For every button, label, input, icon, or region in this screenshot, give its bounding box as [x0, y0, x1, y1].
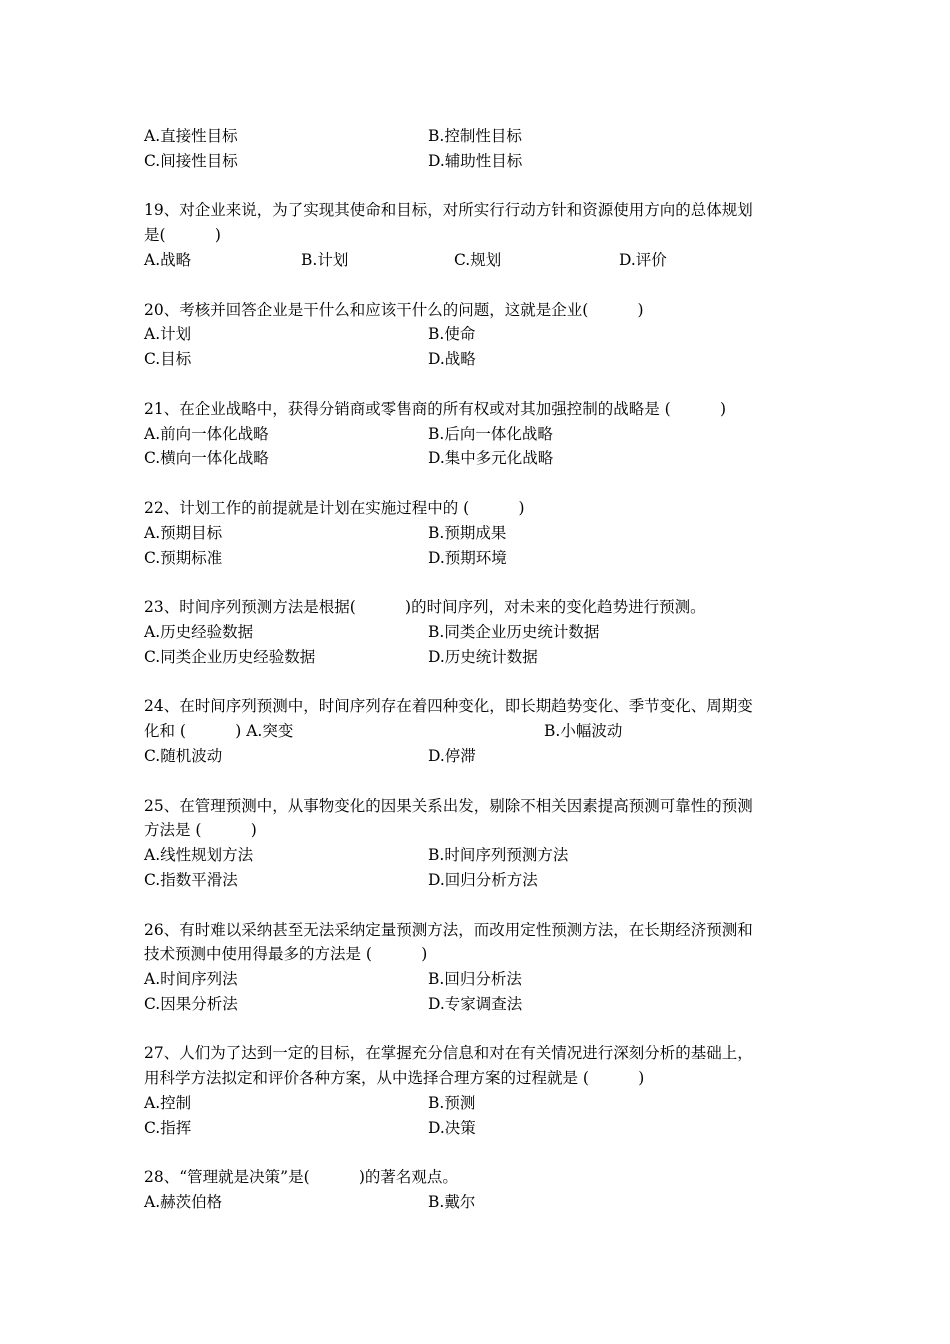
option-d: D.停滞 — [428, 746, 476, 765]
question-stem-tail: 化和 ( ) A.突变 — [144, 722, 294, 741]
option-row — [144, 422, 814, 447]
option-d: D.决策 — [428, 1118, 476, 1137]
option-row — [144, 521, 814, 546]
option-a: A.战略 — [144, 250, 192, 269]
question-page — [144, 124, 814, 1240]
option-c: C.预期标准 — [144, 548, 223, 567]
question-stem: 28、“管理就是决策”是( )的著名观点。 — [144, 1168, 458, 1187]
option-a: A.前向一体化战略 — [144, 424, 269, 443]
option-b: B.计划 — [301, 250, 349, 269]
question-25 — [144, 794, 814, 893]
question-stem: 27、人们为了达到一定的目标，在掌握充分信息和对在有关情况进行深刻分析的基础上， — [144, 1044, 753, 1063]
question-stem: 20、考核并回答企业是干什么和应该干什么的问题，这就是企业( ) — [144, 300, 644, 319]
option-c: C.规划 — [454, 250, 502, 269]
option-d: D.战略 — [428, 350, 476, 369]
option-b: B.预测 — [428, 1094, 476, 1113]
option-a: A.赫茨伯格 — [144, 1193, 223, 1212]
question-24 — [144, 694, 814, 768]
option-row — [144, 843, 814, 868]
option-a: A.预期目标 — [144, 523, 223, 542]
option-c: C.目标 — [144, 350, 192, 369]
question-stem: 23、时间序列预测方法是根据( )的时间序列，对未来的变化趋势进行预测。 — [144, 598, 706, 617]
question-stem: 技术预测中使用得最多的方法是 ( ) — [144, 945, 428, 964]
question-21 — [144, 397, 814, 471]
option-d: D.回归分析方法 — [428, 870, 538, 889]
question-27 — [144, 1041, 814, 1140]
question-stem: 25、在管理预测中，从事物变化的因果关系出发，剔除不相关因素提高预测可靠性的预测 — [144, 796, 753, 815]
option-row — [144, 446, 814, 471]
question-stem: 24、在时间序列预测中，时间序列存在着四种变化，即长期趋势变化、季节变化、周期变 — [144, 697, 753, 716]
option-d: D.历史统计数据 — [428, 647, 538, 666]
option-row — [144, 744, 814, 769]
option-row — [144, 546, 814, 571]
option-row — [144, 1116, 814, 1141]
option-a: A.计划 — [144, 325, 192, 344]
option-row — [144, 992, 814, 1017]
option-c: C.随机波动 — [144, 746, 223, 765]
option-row — [144, 1190, 814, 1215]
option-row — [144, 719, 814, 744]
question-23 — [144, 595, 814, 669]
option-b: B.预期成果 — [428, 523, 507, 542]
question-20 — [144, 298, 814, 372]
question-stem: 21、在企业战略中，获得分销商或零售商的所有权或对其加强控制的战略是 ( ) — [144, 399, 727, 418]
option-d: D.预期环境 — [428, 548, 507, 567]
option-row — [144, 620, 814, 645]
option-a: A.直接性目标 — [144, 127, 238, 145]
option-b: B.使命 — [428, 325, 476, 344]
question-stem: 是( ) — [144, 226, 221, 245]
option-a: A.时间序列法 — [144, 970, 238, 989]
option-row — [144, 967, 814, 992]
option-row — [144, 248, 814, 273]
question-26 — [144, 918, 814, 1017]
option-b: B.同类企业历史统计数据 — [428, 622, 600, 641]
question-22 — [144, 496, 814, 570]
option-row — [144, 322, 814, 347]
option-b: B.时间序列预测方法 — [428, 846, 569, 865]
option-row — [144, 347, 814, 372]
option-c: C.指挥 — [144, 1118, 192, 1137]
option-row — [144, 1091, 814, 1116]
option-a: A.控制 — [144, 1094, 192, 1113]
option-b: B.控制性目标 — [428, 127, 522, 145]
option-c: C.因果分析法 — [144, 994, 238, 1013]
option-b: B.戴尔 — [428, 1193, 476, 1212]
option-row — [144, 868, 814, 893]
option-d: D.辅助性目标 — [428, 151, 523, 170]
option-a: A.历史经验数据 — [144, 622, 254, 641]
option-d: D.专家调查法 — [428, 994, 523, 1013]
option-row — [144, 149, 814, 174]
option-row — [144, 124, 814, 149]
option-c: C.横向一体化战略 — [144, 449, 269, 468]
option-c: C.间接性目标 — [144, 151, 238, 170]
option-c: C.同类企业历史经验数据 — [144, 647, 316, 666]
question-18-options — [144, 124, 814, 174]
option-b: B.后向一体化战略 — [428, 424, 553, 443]
option-c: C.指数平滑法 — [144, 870, 238, 889]
question-19 — [144, 198, 814, 272]
question-stem: 用科学方法拟定和评价各种方案，从中选择合理方案的过程就是 ( ) — [144, 1069, 645, 1088]
question-stem: 方法是 ( ) — [144, 821, 257, 840]
question-stem: 26、有时难以采纳甚至无法采纳定量预测方法，而改用定性预测方法，在长期经济预测和 — [144, 920, 753, 939]
option-row — [144, 645, 814, 670]
option-a: A.线性规划方法 — [144, 846, 254, 865]
option-d: D.集中多元化战略 — [428, 449, 554, 468]
question-28 — [144, 1165, 814, 1215]
question-stem: 22、计划工作的前提就是计划在实施过程中的 ( ) — [144, 498, 525, 517]
option-b: B.回归分析法 — [428, 970, 522, 989]
option-d: D.评价 — [619, 250, 667, 269]
question-stem: 19、对企业来说，为了实现其使命和目标，对所实行行动方针和资源使用方向的总体规划 — [144, 201, 753, 220]
option-b: B.小幅波动 — [544, 722, 623, 741]
